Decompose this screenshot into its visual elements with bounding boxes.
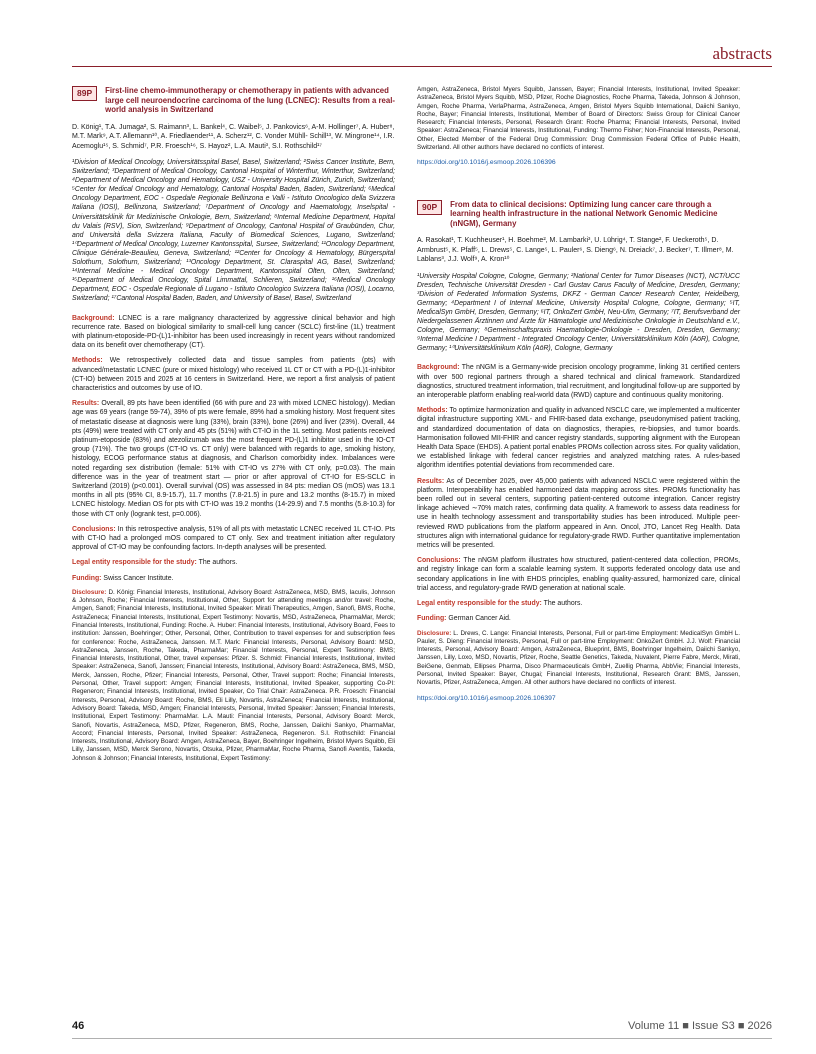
affiliations: ¹Division of Medical Oncology, Universitätsspital Basel, Basel, Switzerland; ²Swiss Cancer Institute, Bern, Switzerland; ³Department of Medical Oncology, Cantonal Hospital of Winterthur, Winterthur, Switzerland; ⁴Department of Medical Oncology and Hematology, USZ - University Hospital Zürich, Zurich, Switzerland; ⁵Center for Medical Oncology and Hematology, Cantonal Hospital Baden, Baden, Switzerland; ⁶Medical Oncology Department, EOC - Ospedale Regionale Bellinzona e Valli - Istituto Oncologico della Svizzera Italiana (IOSI), Bellinzona, Switzerland; ⁷Department of Oncology and Haematology, Inselspital - Universitätsklinik für Medizinische Onkologie, Bern, Switzerland; ⁸Internal Medicine Department, Hopital du Valais (RSV), Sion, Switzerland; ⁹Department of Oncology, Cantonal Hospital of Graubünden, Chur, and Università della Svizzera Italiana, Faculty of Biomedical Sciences, Lugano, Switzerland; ¹⁰Department of Medical Oncology, Luzerner Kantonsspital, Sursee, Switzerland; ¹¹Oncology Department, Clinique Générale-Beaulieu, Geneva, Switzerland; ¹²Center for Oncology & Hematology, Bürgerspital Solothurn, Solothurn, Switzerland; ¹³Oncology Department, St. Claraspital AG, Basel, Switzerland; ¹⁴Internal Medicine - Medical Oncology Department, Kantonsspital Olten, Olten, Switzerland; ¹⁵Department of Medical Oncology, Spital Limmattal, Schlieren, Switzerland; ¹⁶Medical Oncology Department, EOC - Ospedale Regionale di Lugano - Istituto Oncologico Svizzera Italiana (IOSI), Locarno, Switzerland; ¹⁷Cantonal Hospital Baden, Baden, and University of Basel, Basel, Switzerland: [72, 159, 395, 303]
author-list: A. Rasokat¹, T. Kuchheuser¹, H. Boehme², M. Lambarki³, U. Lührig⁴, T. Stange², F. Ueckeroth⁵, D. Armbrust⁵, K. Pfaff⁵, L. Drews⁵, C. Lange⁵, L. Pauler⁶, S. Dieng⁶, N. Dreiack⁷, J. Becker⁷, T. Illmer⁸, M. Lablans³, J.J. Wolf⁹, A. Kron¹⁰: [417, 237, 734, 264]
methods-section: [417, 406, 740, 470]
abstract-header: [72, 86, 395, 115]
legal-label: Legal entity responsible for the study:: [417, 600, 542, 608]
conclusions-section: [72, 525, 395, 553]
background-section: [72, 314, 395, 351]
left-column: [72, 86, 395, 769]
header-divider: [72, 66, 772, 67]
legal-text: The authors.: [198, 559, 238, 567]
funding-label: Funding:: [417, 615, 447, 623]
disclosure-label: Disclosure:: [72, 588, 107, 596]
affiliations: ¹University Hospital Cologne, Cologne, Germany; ²National Center for Tumor Diseases (NCT), NCT/UCC Dresden, Technische Universität Dresden - Carl Gustav Carus Faculty of Medicine, Dresden, Germany; ³Division of Federated Information Systems, DKFZ - German Cancer Research Center, Heidelberg, Germany; ⁴Department I of Internal Medicine, University Hospital Cologne, Cologne, Germany; ⁵IT, MedicalSyn GmbH, Dresden, Germany; ⁶IT, OnkoZert GmbH, Neu-Ulm, Germany; ⁷IT, Berufsverband der Niedergelassenen Ärztinnen und Ärzte für Hämatologie und Medizinische Onkologie in Deutschland e.V., Cologne, Germany; ⁸Gemeinschaftspraxis Haematologie-Onkologie - Dresden, Dresden, Germany; ⁹Internal Medicine I Department - Integrated Oncology Center, Universitätsklinikum Köln (AöR), Cologne, Germany; ¹⁰Universitätsklinikum Köln (AöR), Cologne, Germany: [417, 272, 740, 353]
methods-text: We retrospectively collected data and tissue samples from patients (pts) with advanced/metastatic LCNEC (pure or mixed histology) who received 1L CT or CT with a PD-(L)1-inhibitor (CT-IO) between 2015 and 2025 at 16 centers in Switzerland. Here, we report a first analysis of patient characteristics and outcomes by use of IO.: [72, 357, 395, 392]
disclosure-continued: Amgen, AstraZeneca, Bristol Myers Squibb, Janssen, Bayer; Financial Interests, Institutional, Invited Speaker: AstraZeneca, Bristol Myers Squibb, MSD, Pfizer, Roche Diagnostics, Roche Pharma, Takeda, Johnson & Johnson, Amgen, Roche Pharma, VerlaPharma, AstraZeneca, Amgen, Bristol Myers Squibb International, Daiichi Sankyo, Roche, Bayer; Financial Interests, Institutional, Member of Board of Directors: Swiss Group for Clinical Cancer Research; Financial Interests, Personal, Research Grant: Roche Pharma; Financial Interests, Personal, Invited Speaker: AstraZeneca; Financial Interests, Institutional, Funding: Thermo Fisher; Non-Financial Interests, Personal, Other, Elected Member of the Federal Drug Commission: Drug Commission Federal Office of Public Health, Switzerland. All other authors have declared no conflicts of interest.: [417, 86, 740, 152]
results-text: Overall, 89 pts have been identified (66 with pure and 23 with mixed LCNEC histology). Median age was 69 years (range 59-74), 39% of pts were female, 89% had a smoking history. Most frequent sites of metastatic disease at diagnosis were lung (33%), brain (33%), bone (26%) and liver (23%). Overall, 44 pts (49%) were treated with CT only and 45 pts (51%) with CT-IO in the 1L setting. Most patients received platinum-etoposide (83%) and atezolizumab was the most frequent PD-(L)1 inhibitor used in the IO-CT group (71%). The two groups (CT-IO vs. CT only) were balanced with regards to age, smoking history, histology, ECOG performance status at diagnosis, and Charlson comorbidity index. Imbalances were noted regarding sex distribution (female: 51% with CT-IO vs 27% with CT only, p=0.03). The main difference was in the year of treatment start — prior or after approval of CT-IO for ES-SCLC in Switzerland (2019) (p<0.001). Overall survival (OS) was assessed in 84 pts: median OS (mOS) was 13.1 months in all pts (95% CI, 8.9-15.7), 11.7 months (7.8-21.5) in pure and 13.2 months (8-15.7) in mixed LCNEC histology. Median OS for pts with CT-IO was 19.2 months (14-29.9) and 7.5 months (5.8-10.3) for those with CT only (logrank test, p=0.006).: [72, 400, 395, 518]
funding: [72, 574, 395, 583]
conclusions-label: Conclusions:: [417, 557, 461, 565]
disclosure-text: L. Drews, C. Lange: Financial Interests, Personal, Full or part-time Employment: MedicalSyn GmbH L. Pauler, S. Dieng: Financial Interests, Personal, Full or part-time Employment: OnkoZert GmbH. J.J. Wolf: Financial Interests, Personal, Advisory Board: Amgen, AstraZeneca, Blueprint, BMS, Boehringer Ingelheim, Daiichi Sankyo, Janssen, Lilly, Loxo, MSD, Novartis, Pfizer, Roche, Seattle Genetics, Takeda, Nuvalent, Pierre Fabre, Merck, Mirati, BeiGene, Genmab, Ellipses Pharma, Disco Pharmaceuticals GmbH, Zuellig Pharma, AbbVie; Financial Interests, Personal, Invited Speaker: Bayer, Chugai; Financial Interests, Institutional, Research Grant: BMS, Janssen, Novartis, Pfizer, AstraZeneca, Amgen. All other authors have declared no conflicts of interest.: [417, 629, 741, 687]
conclusions-section: [417, 556, 740, 593]
column-gap: [417, 174, 740, 200]
author-list: D. König¹, T.A. Jumaga², S. Raimann³, L. Bankel⁴, C. Waibel⁵, J. Pankovics⁶, A-M. Hollinger⁷, A. Huber⁸, M.T. Mark⁹, A.T. Allemann¹⁰, A. Friedlaender¹¹, A. Scherz¹², C. Vonder Mühll- Schill¹³, W. Mingrone¹⁴, I.R. Acemoglu¹⁵, S. Schmid⁷, P.R. Froesch¹⁶, S. Hayoz², L.A. Mauti³, S.I. Rothschild¹⁷: [72, 123, 395, 150]
section-header: abstracts: [712, 44, 772, 63]
funding-text: Swiss Cancer Institute.: [103, 574, 174, 582]
disclosure: [417, 630, 740, 688]
disclosure-text: D. König: Financial Interests, Institutional, Advisory Board: AstraZeneca, MSD, BMS, Iaculis, Johnson & Johnson, Roche; Financial Interests, Institutional, Other, Support for attending meetings and/or travel: Roche, Amgen, Sanofi; Financial Interests, Institutional, Invited Speaker: Mirati Therapeutics, Amgen, Sanofi, BMS, Roche, AstraZeneca; Financial Interests, Institutional, Expert Testimony: Novartis, MSD, AstraZeneca, PharmaMar, Merck; Financial Interests, Institutional, Funding: Roche. A. Huber: Financial Interests, Institutional, Advisory Board, Fees to institution: Janssen, Boehringer; Other, Personal, Other, Contribution to travel expenses for and subscription fees for conference: Roche, AstraZeneca, Janssen. M.T. Mark: Financial Interests, Personal, Advisory Board: MSD, AstraZeneca, Janssen, Roche, Takeda, PharmaMar; Financial Interests, Personal, Expert Testimony: BMS; Financial Interests, Institutional, Other, travel expenses: Pfizer. S. Schmid: Financial Interests, Institutional, Invited Speaker: AstraZeneca, Sanofi, Janssen; Financial Interests, Institutional, Advisory Board: AstraZeneca, BMS, MSD, Merck, Janssen, Roche, Pfizer; Financial Interests, Personal, Other, Travel support: Roche; Financial Interests, Personal, Other, Travel support: Amgen; Financial Interests, Institutional, Invited Speaker, supporting Co-PI: Regeneron; Financial Interests, Institutional, Invited Speaker, Co Trial Chair: AstraZeneca. P.R. Froesch: Financial Interests, Personal, Advisory Board: Roche, BMS, Eli Lilly, Novartis, AstraZeneca; Financial Interests, Institutional, Advisory Board: Takeda, MSD, Amgen; Financial Interests, Personal, Invited Speaker: Janssen; Financial Interests, Institutional, Expert Testimony: PharmaMar. L.A. Mauti: Financial Interests, Personal, Advisory Board: Merck, Sanofi, Novartis, AstraZeneca, MSD, Pfizer, Regeneron, BMS, Roche, Janssen, Daiichi Sankyo, PharmaMar, Accord; Financial Interests, Personal, Invited Speaker: AstraZeneca, Regeneron. S.I. Rothschild: Financial Interests, Institutional, Advisory Board: Amgen, AstraZeneca, Bayer, Boehringer Ingelheim, Bristol Myers Squibb, Eli Lilly, Janssen, MSD, Merck Serono, Novartis, Otsuka, Pfizer, PharmaMar, Roche Pharma, Sanofi Aventis, Takeda, Johnson & Johnson; Financial Interests, Institutional, Expert Testimony:: [72, 588, 395, 762]
conclusions-label: Conclusions:: [72, 525, 116, 533]
results-label: Results:: [72, 400, 100, 408]
abstract-title: First-line chemo-immunotherapy or chemotherapy in patients with advanced large cell neuroendocrine carcinoma of the lung (LCNEC): Results from a real-world analysis in Switzerland: [105, 86, 395, 115]
methods-section: [72, 356, 395, 393]
methods-text: To optimize harmonization and quality in advanced NSCLC care, we implemented a multicenter digital infrastructure supporting XML- and FHIR-based data exchange, pseudonymised patient tracking, and standardized documentation of data on diagnostics, therapies, re-biopsies, and tumor boards. Harmonisation followed MII-FHIR and cancer registry standards, supporting alignment with the European Health Data Space (EHDS). A patient portal enables PROMs collection across sites. For quality validation, we established linkage with federal cancer registries and analyzed matching rates. A rules-based algorithm identifies potential deviations from recommended care.: [417, 407, 740, 470]
disclosure: [72, 589, 395, 763]
background-text: The nNGM is a Germany-wide precision oncology programme, linking 31 certified centers with over 500 regional partners through a shared technical and clinical framework. Standardized diagnostics, structured treatment information, trial recruitment, and longitudinal follow-up are supported by an interoperable platform enabling real-world data (RWD) capture and continuous quality monitoring.: [417, 364, 740, 400]
legal-entity: [72, 558, 395, 567]
methods-label: Methods:: [72, 357, 103, 365]
funding-label: Funding:: [72, 574, 102, 582]
page-number: 46: [72, 1020, 85, 1032]
abstract-header: [417, 200, 740, 229]
methods-label: Methods:: [417, 407, 448, 415]
legal-text: The authors.: [543, 600, 583, 608]
results-section: [417, 477, 740, 551]
disclosure-label: Disclosure:: [417, 629, 452, 637]
abstract-number: 90P: [417, 200, 442, 215]
legal-label: Legal entity responsible for the study:: [72, 559, 197, 567]
legal-entity: [417, 599, 740, 608]
abstract-title: From data to clinical decisions: Optimizing lung cancer care through a learning health infrastructure in the national Network Genomic Medicine (nNGM), Germany: [450, 199, 718, 228]
background-text: LCNEC is a rare malignancy characterized by aggressive clinical behavior and high recurrence rate. Based on biological similarity to small-cell lung cancer (SCLC) first-line (1L) treatment with platinum-etoposide-PD-(L)1-inhibitor has been used increasingly in recent years without randomized data on its benefit over chemotherapy (CT).: [72, 314, 395, 350]
doi-link[interactable]: https://doi.org/10.1016/j.esmoop.2026.106396: [417, 159, 556, 167]
results-section: [72, 399, 395, 519]
conclusions-text: In this retrospective analysis, 51% of all pts with metastatic LCNEC received 1L CT-IO. Pts with CT-IO had a prolonged mOS compared to CT only. Sex and treatment initiation after regulatory approval of CT-IO may be confounding factors. In-depth analyses will be presented.: [72, 525, 395, 552]
conclusions-text: The nNGM platform illustrates how structured, patient-centered data collection, PROMs, and registry linkage can form a scalable learning system. It supports federated oncology data use and secondary applications in line with EHDS principles, enabling quality-assured, harmonized care, clinical trial access, and regulatory-grade RWD generation at national scale.: [417, 557, 740, 592]
background-label: Background:: [417, 364, 460, 372]
issue-info: Volume 11 ■ Issue S3 ■ 2026: [628, 1020, 772, 1032]
right-column: [417, 86, 740, 709]
results-label: Results:: [417, 477, 445, 485]
footer-divider: [72, 1038, 772, 1039]
doi-link[interactable]: https://doi.org/10.1016/j.esmoop.2026.106397: [417, 694, 556, 702]
funding-text: German Cancer Aid.: [448, 615, 511, 623]
results-text: As of December 2025, over 45,000 patients with advanced NSCLC were registered within the platform. Interoperability has enabled harmonized data mapping across sites. PROMs functionality has been rolled out in several centers, supporting patient-centered outcome integration. Cancer registry linkage achieved ∼70% match rates, confirming data quality. A framework to assess data readiness for use in health technology assessment and transportability studies has been introduced. Multiple peer-reviewed RWD publications from the platform appeared in Ann. Oncol, JTO, Lancet Reg Health. Data structures align with international guidance for regulatory-grade RWD. Further quantitative implementation metrics will be presented.: [417, 477, 740, 550]
abstract-number: 89P: [72, 86, 97, 101]
background-section: [417, 363, 740, 400]
background-label: Background:: [72, 314, 115, 322]
funding: [417, 614, 740, 623]
